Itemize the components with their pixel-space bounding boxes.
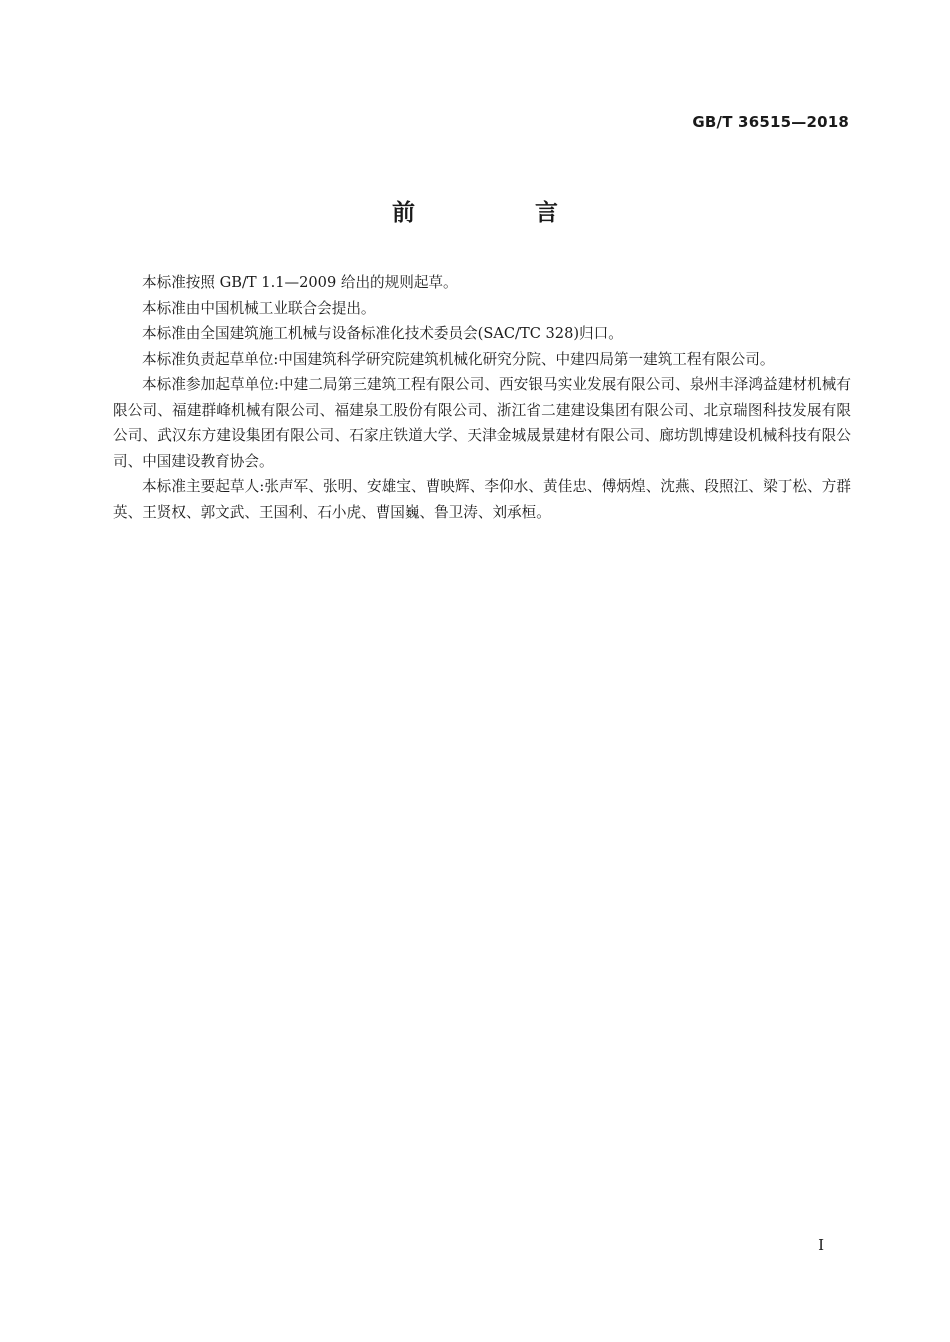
paragraph-main-drafters: 本标准主要起草人:张声军、张明、安雄宝、曹映辉、李仰水、黄佳忠、傅炳煌、沈燕、段照江、梁丁松、方群英、王贤权、郭文武、王国利、石小虎、曹国巍、鲁卫涛、刘承桓。 [113, 478, 851, 521]
paragraph-participating-drafters: 本标准参加起草单位:中建二局第三建筑工程有限公司、西安银马实业发展有限公司、泉州丰泽鸿益建材机械有限公司、福建群峰机械有限公司、福建泉工股份有限公司、浙江省二建建设集团有限公司、北京瑞图科技发展有限公司、武汉东方建设集团有限公司、石家庄铁道大学、天津金城晟景建材有限公司、廊坊凯博建设机械科技有限公司、中国建设教育协会。 [113, 376, 851, 470]
page-title: 前 言 [391, 200, 614, 226]
foreword-body [113, 270, 851, 525]
paragraph-responsible-drafters: 本标准负责起草单位:中国建筑科学研究院建筑机械化研究分院、中建四局第一建筑工程有限公司。 [142, 350, 775, 368]
paragraph-technical-committee: 本标准由全国建筑施工机械与设备标准化技术委员会(SAC/TC 328)归口。 [142, 325, 623, 342]
paragraph-drafting-rules: 本标准按照 GB/T 1.1—2009 给出的规则起草。 [142, 274, 458, 291]
page-number: I [818, 1236, 824, 1254]
standard-code: GB/T 36515—2018 [692, 113, 849, 131]
paragraph-proposer: 本标准由中国机械工业联合会提出。 [142, 299, 376, 317]
